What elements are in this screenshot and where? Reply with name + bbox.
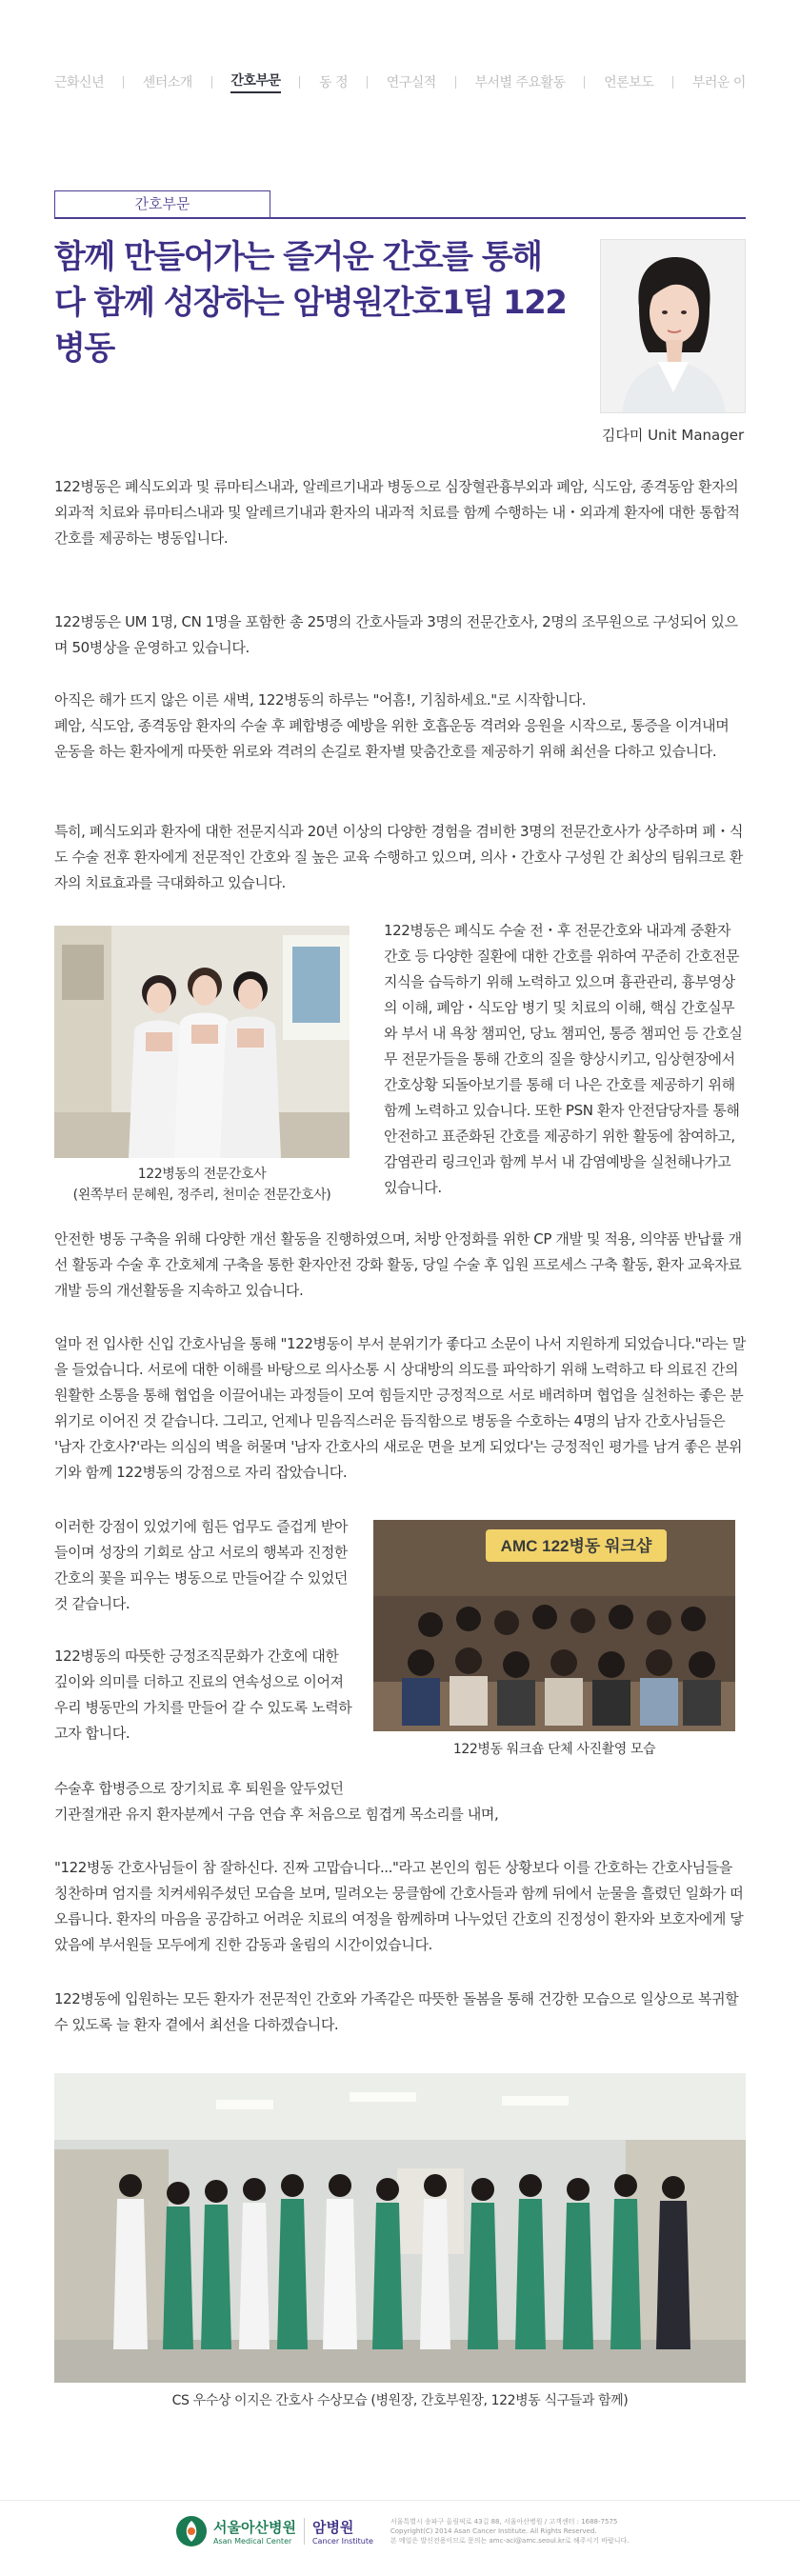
- footer-notice: 본 메일은 발신전용이므로 문의는 amc-aci@amc.seoul.kr로 해주시기 바랍니다.: [390, 2537, 630, 2545]
- footer: [175, 2510, 632, 2552]
- morning-paragraph: 아직은 해가 뜨지 않은 이른 새벽, 122병동의 하루는 "어흠!, 기침하세요."로 시작합니다. 폐암, 식도암, 종격동암 환자의 수술 후 폐합병증 예방을 위한 호흡운동 격려와 응원을 시작으로, 통증을 이겨내며 운동을 하는 환자에게 따뜻한 위로와 격려의 손길로 환자별 맞춤간호를 제공하기 위해 최선을 다하고 있습니다.: [54, 691, 730, 760]
- hospital-name: 서울아산병원: [213, 2519, 296, 2536]
- nav-divider: [211, 76, 212, 89]
- nav-divider: [367, 76, 368, 89]
- strength-paragraph: 이러한 강점이 있었기에 힘든 업무도 즐겁게 받아들이며 성장의 기회로 삼고 서로의 행복과 진정한 간호의 꽃을 피우는 병동으로 만들어갈 수 있었던 것 같습니다.: [54, 1518, 349, 1612]
- cancer-institute-name-en: Cancer Institute: [311, 2537, 373, 2546]
- manager-portrait: [600, 239, 746, 413]
- nav-item-press[interactable]: 언론보도: [604, 75, 654, 90]
- page-title: [54, 234, 588, 371]
- nav-item-news[interactable]: 동 정: [319, 75, 349, 90]
- workshop-group-photo: [373, 1520, 735, 1731]
- cancer-institute-name: 암병원: [311, 2519, 354, 2536]
- award-photo-caption: CS 우수상 이지은 간호사 수상모습 (병원장, 간호부원장, 122병동 식구들과 함께): [171, 2393, 629, 2408]
- nav-divider: [672, 76, 673, 89]
- top-nav: [54, 70, 746, 93]
- page-title-line1: 함께 만들어가는 즐거운 간호를 통해: [54, 238, 542, 276]
- nav-item-envy[interactable]: 부러운 이: [691, 75, 746, 90]
- nav-divider: [455, 76, 456, 89]
- nav-divider: [584, 76, 585, 89]
- award-ceremony-photo: [54, 2073, 746, 2383]
- manager-caption: 김다미 Unit Manager: [601, 427, 745, 444]
- section-label: 간호부문: [54, 190, 270, 217]
- footer-info: [390, 2517, 630, 2546]
- logo-divider: [304, 2518, 305, 2545]
- hospital-logo-icon: [175, 2515, 208, 2547]
- improvement-paragraph: 안전한 병동 구축을 위해 다양한 개선 활동을 진행하였으며, 처방 안정화를 위한 CP 개발 및 적용, 의약품 반납률 개선 활동과 수술 후 간호체계 구축을 통한 환자안전 강화 활동, 당일 수술 후 입원 프로세스 구축 활동, 환자 교육자료 개발 등의 개선활동을 지속하고 있습니다.: [54, 1230, 742, 1299]
- closing-paragraph: 122병동에 입원하는 모든 환자가 전문적인 간호와 가족같은 따뜻한 돌봄을 통해 건강한 모습으로 일상으로 복귀할 수 있도록 늘 환자 곁에서 최선을 다하겠습니다.: [54, 1990, 739, 2033]
- nav-item-department[interactable]: 부서별 주요활동: [474, 75, 566, 90]
- section-divider: [54, 217, 746, 219]
- hospital-logo-text: [213, 2517, 296, 2546]
- specialist-photo-caption: [54, 1164, 350, 1206]
- nav-item-nursing[interactable]: 간호부문: [230, 70, 280, 93]
- specialist-paragraph: 특히, 폐식도외과 환자에 대한 전문지식과 20년 이상의 다양한 경험을 겸비한 3명의 전문간호사가 상주하며 폐・식도 수술 전후 환자에게 전문적인 간호와 질 높은 교육 수행하고 있으며, 의사・간호사 구성원 간 최상의 팀워크로 환자의 치료효과를 극대화하고 있습니다.: [54, 823, 744, 891]
- intro-paragraph: 122병동은 폐식도외과 및 류마티스내과, 알레르기내과 병동으로 심장혈관흉부외과 폐암, 식도암, 종격동암 환자의 외과적 치료와 류마티스내과 및 알레르기내과 환자의 내과적 치료를 함께 수행하는 내・외과계 환자에 대한 통합적 간호를 제공하는 병동입니다.: [54, 478, 740, 547]
- footer-copyright: Copyright(C) 2014 Asan Cancer Institute. All Rights Reserved.: [390, 2527, 597, 2535]
- nav-item-center[interactable]: 센터소개: [142, 75, 192, 90]
- page-title-line2: 다 함께 성장하는 암병원간호1팀 122병동: [54, 284, 567, 368]
- cancer-institute-logo: [312, 2517, 373, 2546]
- education-paragraph: 122병동은 폐식도 수술 전・후 전문간호와 내과계 중환자 간호 등 다양한 질환에 대한 간호를 위하여 꾸준히 간호전문지식을 습득하기 위해 노력하고 있으며 흉관관리, 흉부영상의 이해, 폐암・식도암 병기 및 치료의 이해, 핵심 간호실무와 부서 내 욕창 챔피언, 당뇨 챔피언, 통증 챔피언 등 간호실무 전문가들을 통해 간호의 질을 향상시키고, 임상현장에서 간호상황 되돌아보기를 통해 더 나은 간호를 제공하기 위해 함께 노력하고 있습니다. 또한 PSN 환자 안전담당자를 통해 안전하고 표준화된 간호를 제공하기 위한 활동에 참여하고, 감염관리 링크인과 함께 부서 내 감염예방을 실천해나가고 있습니다.: [384, 922, 743, 1196]
- value-paragraph: 122병동의 따뜻한 긍정조직문화가 간호에 대한 깊이와 의미를 더하고 진료의 연속성으로 이어져 우리 병동만의 가치를 만들어 갈 수 있도록 노력하고자 합니다.: [54, 1647, 352, 1742]
- patient-quote-paragraph: "122병동 간호사님들이 참 잘하신다. 진짜 고맙습니다..."라고 본인의 힘든 상황보다 이를 간호하는 간호사님들을 칭찬하며 엄지를 치켜세워주셨던 모습을 보며, 밀려오는 뭉클함에 간호사들과 함께 뒤에서 눈물을 흘렸던 일화가 떠오릅니다. 환자의 마음을 공감하고 어려운 치료의 여정을 함께하며 나누었던 간호의 진정성이 환자와 보호자에게 닿았음에 부서원들 모두에게 진한 감동과 울림의 시간이었습니다.: [54, 1859, 744, 1953]
- workshop-banner-text: AMC 122병동 워크샵: [500, 1537, 652, 1555]
- patient-story-paragraph: 수술후 합병증으로 장기치료 후 퇴원을 앞두었던 기관절개관 유지 환자분께서 구음 연습 후 처음으로 힘겹게 목소리를 내며,: [54, 1780, 499, 1823]
- culture-paragraph: 얼마 전 입사한 신입 간호사님을 통해 "122병동이 부서 분위기가 좋다고 소문이 나서 지원하게 되었습니다."라는 말을 들었습니다. 서로에 대한 이해를 바탕으로 의사소통 시 상대방의 의도를 파악하기 위해 노력하고 타 의료진 간의 원활한 소통을 통해 협업을 이끌어내는 과정들이 모여 힘들지만 긍정적으로 서로 배려하며 협업을 실천하는 좋은 분위기로 이어진 것 같습니다. 그리고, 언제나 믿음직스러운 듬직함으로 병동을 수호하는 4명의 남자 간호사님들은 '남자 간호사?'라는 의심의 벽을 허물며 '남자 간호사의 새로운 면을 보게 되었다'는 긍정적인 평가를 남겨 좋은 분위기와 함께 122병동의 강점으로 자리 잡았습니다.: [54, 1335, 746, 1481]
- nav-divider: [299, 76, 300, 89]
- footer-divider: [0, 2500, 800, 2501]
- nav-divider: [123, 76, 124, 89]
- staff-paragraph: 122병동은 UM 1명, CN 1명을 포함한 총 25명의 간호사들과 3명의 전문간호사, 2명의 조무원으로 구성되어 있으며 50병상을 운영하고 있습니다.: [54, 613, 738, 656]
- nav-item-newyear[interactable]: 근화신년: [54, 75, 105, 90]
- hospital-name-en: Asan Medical Center: [213, 2537, 292, 2546]
- specialist-caption-title: 122병동의 전문간호사: [137, 1167, 267, 1182]
- specialist-caption-names: (왼쪽부터 문혜원, 정주리, 천미순 전문간호사): [72, 1188, 331, 1203]
- specialist-nurses-photo: [54, 926, 350, 1158]
- nav-item-research[interactable]: 연구실적: [386, 75, 436, 90]
- workshop-photo-caption: 122병동 워크숍 단체 사진촬영 모습: [452, 1742, 656, 1757]
- footer-address: 서울특별시 송파구 올림픽로 43길 88, 서울아산병원 / 고객센터 : 1688-7575: [390, 2518, 618, 2526]
